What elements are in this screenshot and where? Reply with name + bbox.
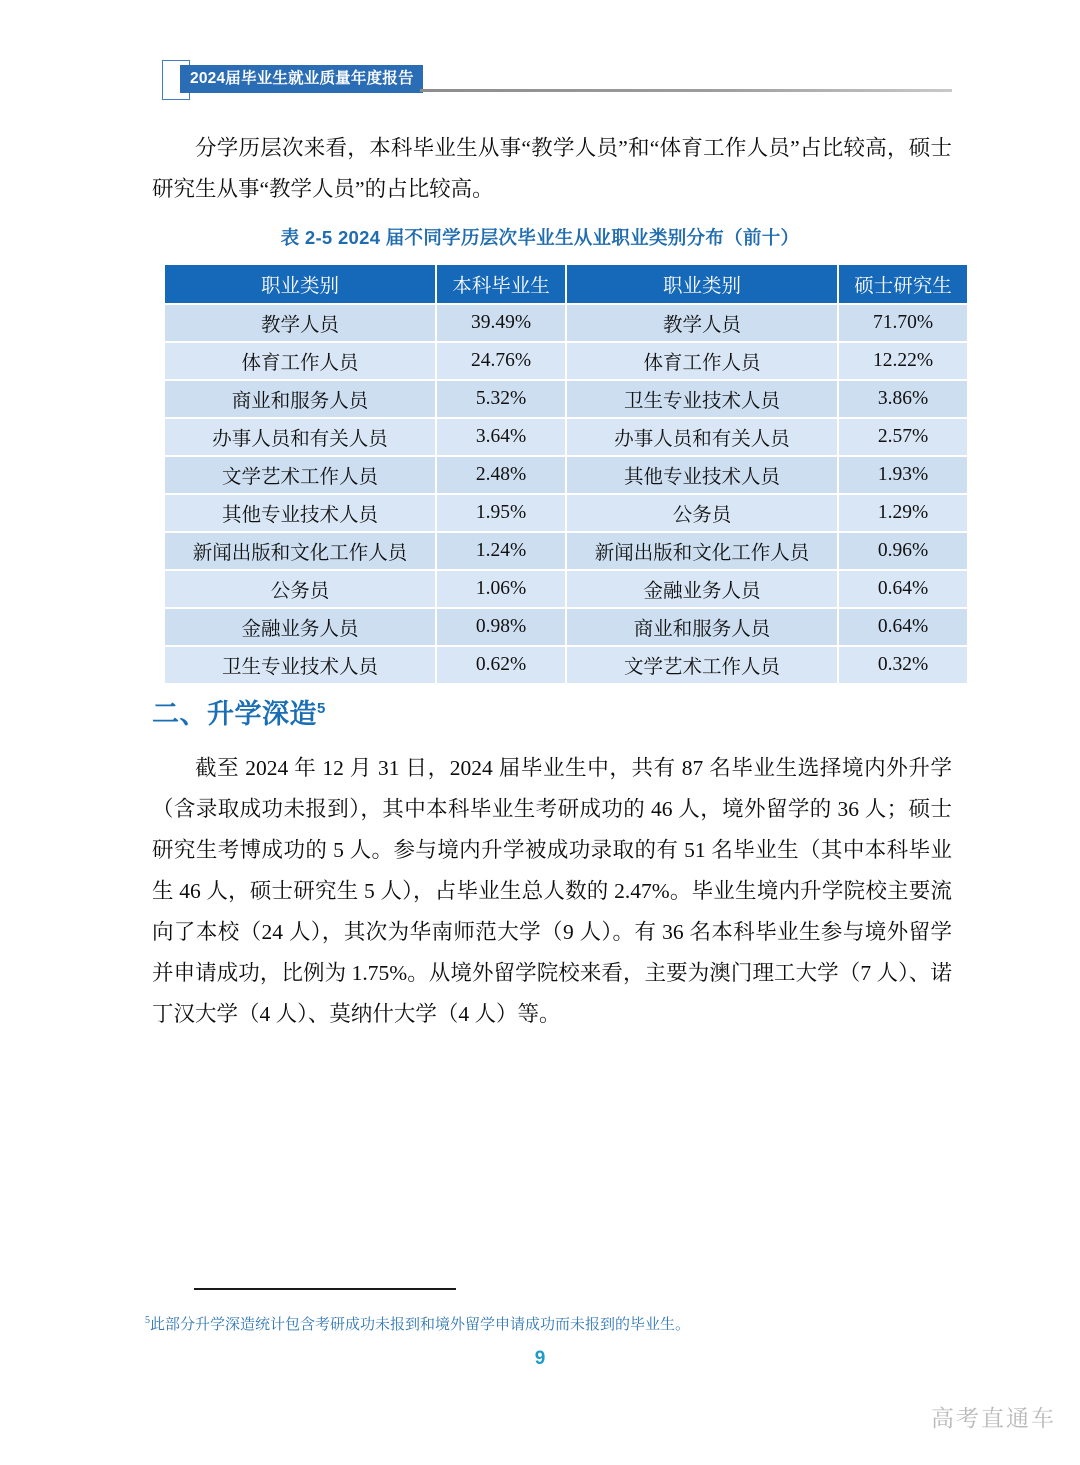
section-heading xyxy=(152,692,326,731)
table-row xyxy=(165,381,967,417)
cell-master-value: 71.70% xyxy=(839,305,967,341)
intro-paragraph-text: 分学历层次来看，本科毕业生从事“教学人员”和“体育工作人员”占比较高，硕士研究生从事“教学人员”的占比较高。 xyxy=(152,136,952,201)
table-header-row xyxy=(165,265,967,303)
table-body xyxy=(165,305,967,683)
cell-master-value: 1.93% xyxy=(839,457,967,493)
footnote-text: 此部分升学深造统计包含考研成功未报到和境外留学申请成功而未报到的毕业生。 xyxy=(150,1317,691,1333)
table-row xyxy=(165,571,967,607)
cell-master-value: 0.64% xyxy=(839,609,967,645)
cell-master-occupation: 教学人员 xyxy=(567,305,837,341)
cell-master-occupation: 金融业务人员 xyxy=(567,571,837,607)
cell-bachelor-value: 1.95% xyxy=(437,495,565,531)
footnote-marker: 5 xyxy=(145,1315,150,1326)
cell-master-occupation: 文学艺术工作人员 xyxy=(567,647,837,683)
advanced-study-paragraph-block xyxy=(152,748,952,1035)
cell-bachelor-occupation: 新闻出版和文化工作人员 xyxy=(165,533,435,569)
table-row xyxy=(165,419,967,455)
cell-master-occupation: 办事人员和有关人员 xyxy=(567,419,837,455)
cell-master-occupation: 卫生专业技术人员 xyxy=(567,381,837,417)
cell-master-value: 12.22% xyxy=(839,343,967,379)
cell-bachelor-value: 0.62% xyxy=(437,647,565,683)
cell-bachelor-value: 24.76% xyxy=(437,343,565,379)
cell-bachelor-value: 1.06% xyxy=(437,571,565,607)
cell-master-occupation: 商业和服务人员 xyxy=(567,609,837,645)
table-row xyxy=(165,533,967,569)
table-header xyxy=(165,265,967,303)
section-heading-footnote-marker: 5 xyxy=(317,700,326,717)
cell-bachelor-value: 5.32% xyxy=(437,381,565,417)
cell-bachelor-value: 0.98% xyxy=(437,609,565,645)
table-row xyxy=(165,457,967,493)
header-running-title: 2024届毕业生就业质量年度报告 xyxy=(180,65,423,93)
table-caption: 表 2-5 2024 届不同学历层次毕业生从业职业类别分布（前十） xyxy=(280,227,800,248)
page-number: 9 xyxy=(534,1348,546,1369)
cell-bachelor-occupation: 公务员 xyxy=(165,571,435,607)
cell-master-occupation: 体育工作人员 xyxy=(567,343,837,379)
table-row xyxy=(165,647,967,683)
cell-master-value: 0.32% xyxy=(839,647,967,683)
cell-bachelor-occupation: 文学艺术工作人员 xyxy=(165,457,435,493)
cell-bachelor-occupation: 办事人员和有关人员 xyxy=(165,419,435,455)
table-row xyxy=(165,343,967,379)
footnote-separator-line xyxy=(194,1288,456,1290)
footnote xyxy=(145,1310,965,1336)
cell-bachelor-value: 1.24% xyxy=(437,533,565,569)
table-row xyxy=(165,495,967,531)
cell-bachelor-occupation: 商业和服务人员 xyxy=(165,381,435,417)
column-header-master-value: 硕士研究生 xyxy=(839,265,967,303)
cell-master-occupation: 新闻出版和文化工作人员 xyxy=(567,533,837,569)
cell-bachelor-occupation: 体育工作人员 xyxy=(165,343,435,379)
column-header-master-occupation: 职业类别 xyxy=(567,265,837,303)
table-row xyxy=(165,609,967,645)
table-row xyxy=(165,305,967,341)
cell-master-value: 1.29% xyxy=(839,495,967,531)
cell-master-value: 2.57% xyxy=(839,419,967,455)
cell-master-occupation: 其他专业技术人员 xyxy=(567,457,837,493)
page-running-header xyxy=(0,58,1080,102)
watermark: 高考直通车 xyxy=(931,1405,1056,1431)
cell-bachelor-occupation: 教学人员 xyxy=(165,305,435,341)
cell-master-value: 0.96% xyxy=(839,533,967,569)
cell-bachelor-occupation: 金融业务人员 xyxy=(165,609,435,645)
intro-paragraph-block xyxy=(152,128,952,210)
advanced-study-paragraph-text: 截至 2024 年 12 月 31 日，2024 届毕业生中，共有 87 名毕业生选择境内外升学（含录取成功未报到），其中本科毕业生考研成功的 46 人，境外留学的 36 人；硕士研究生考博成功的 5 人。参与境内升学被成功录取的有 51 名毕业生（其中本科毕业生 46 人，硕士研究生 5 人），占毕业生总人数的 2.47%。毕业生境内升学院校主要流向了本校（24 人），其次为华南师范大学（9 人）。有 36 名本科毕业生参与境外留学并申请成功，比例为 1.75%。从境外留学院校来看，主要为澳门理工大学（7 人）、诺丁汉大学（4 人）、莫纳什大学（4 人）等。 xyxy=(152,756,952,1026)
column-header-bachelor-value: 本科毕业生 xyxy=(437,265,565,303)
header-divider-line xyxy=(420,89,952,92)
cell-master-value: 3.86% xyxy=(839,381,967,417)
section-heading-label: 二、升学深造 xyxy=(152,699,317,729)
cell-bachelor-value: 39.49% xyxy=(437,305,565,341)
cell-bachelor-value: 2.48% xyxy=(437,457,565,493)
cell-bachelor-occupation: 其他专业技术人员 xyxy=(165,495,435,531)
cell-master-value: 0.64% xyxy=(839,571,967,607)
cell-bachelor-value: 3.64% xyxy=(437,419,565,455)
cell-bachelor-occupation: 卫生专业技术人员 xyxy=(165,647,435,683)
cell-master-occupation: 公务员 xyxy=(567,495,837,531)
occupation-distribution-table xyxy=(163,263,969,685)
column-header-bachelor-occupation: 职业类别 xyxy=(165,265,435,303)
